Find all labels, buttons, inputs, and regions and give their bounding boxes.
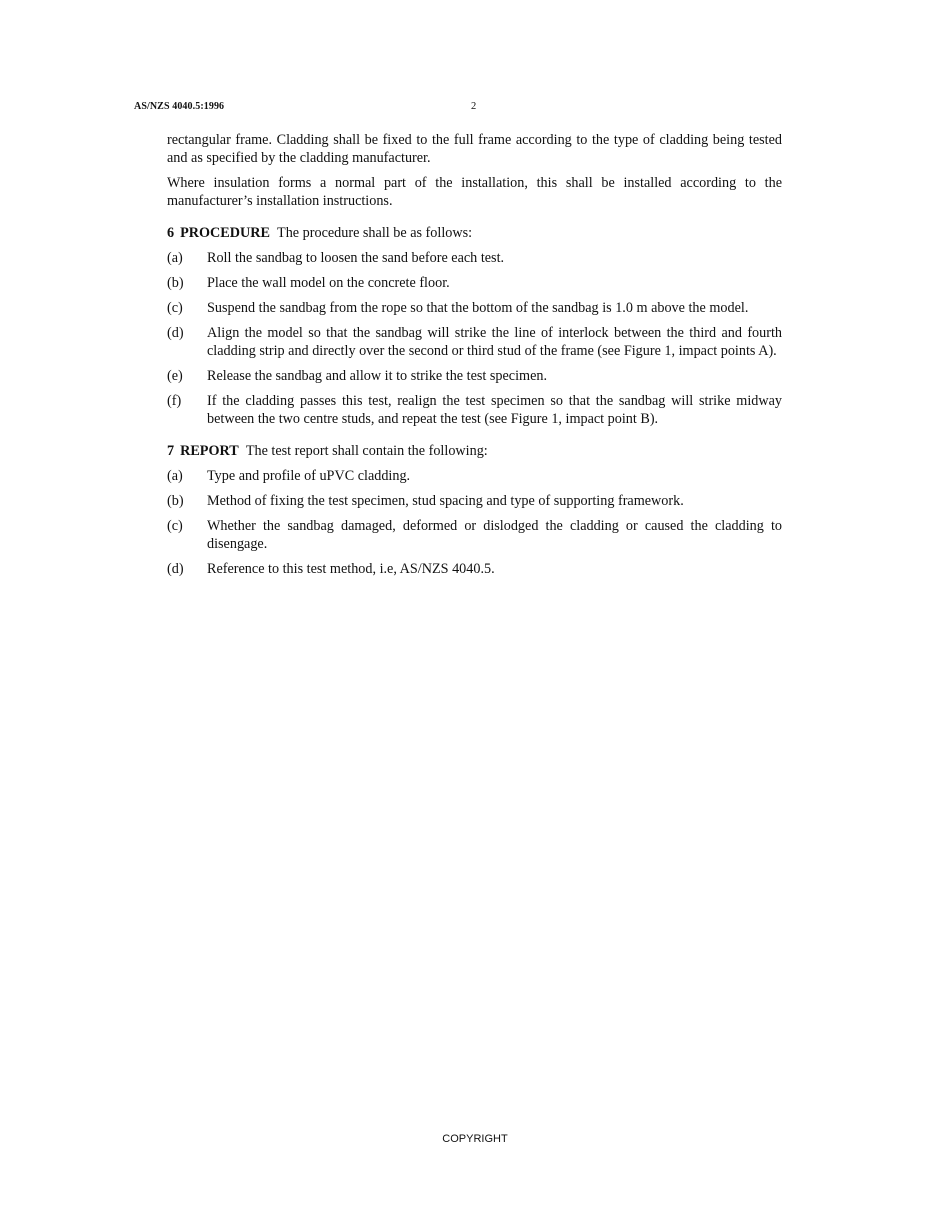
list-text: Align the model so that the sandbag will strike the line of interlock between the third and fourth cladding strip and directly over the second or third stud of the frame (see Figure 1, impact points A). bbox=[207, 325, 782, 359]
list-item bbox=[167, 249, 782, 267]
list-item bbox=[167, 517, 782, 553]
list-text: Roll the sandbag to loosen the sand before each test. bbox=[207, 250, 505, 266]
list-text: Suspend the sandbag from the rope so that the bottom of the sandbag is 1.0 m above the model. bbox=[207, 300, 749, 316]
list-marker: (a) bbox=[167, 468, 183, 484]
list-marker: (f) bbox=[167, 393, 182, 409]
list-item bbox=[167, 467, 782, 485]
list-item bbox=[167, 492, 782, 510]
report-lead-text: The test report shall contain the following: bbox=[245, 443, 488, 459]
list-text: Whether the sandbag damaged, deformed or dislodged the cladding or caused the cladding to disengage. bbox=[207, 518, 782, 552]
procedure-lead-text: The procedure shall be as follows: bbox=[277, 225, 473, 241]
list-marker: (e) bbox=[167, 368, 183, 384]
report-section-number: 7 bbox=[167, 443, 175, 459]
list-marker: (c) bbox=[167, 300, 183, 316]
intro-paragraph-2: Where insulation forms a normal part of the installation, this shall be installed according to the manufacturer’s installation instructions. bbox=[167, 175, 782, 209]
list-text: Type and profile of uPVC cladding. bbox=[207, 468, 411, 484]
report-section-title: REPORT bbox=[180, 443, 239, 459]
procedure-section-number: 6 bbox=[167, 225, 175, 241]
standard-designation: AS/NZS 4040.5:1996 bbox=[134, 101, 225, 112]
procedure-section-title: PROCEDURE bbox=[180, 225, 270, 241]
list-marker: (d) bbox=[167, 561, 184, 577]
intro-paragraph-1: rectangular frame. Cladding shall be fixed to the full frame according to the type of cladding being tested and as specified by the cladding manufacturer. bbox=[167, 132, 782, 166]
list-text: Release the sandbag and allow it to strike the test specimen. bbox=[207, 368, 548, 384]
list-marker: (b) bbox=[167, 493, 184, 509]
copyright-footer: COPYRIGHT bbox=[442, 1133, 508, 1145]
list-item bbox=[167, 560, 782, 578]
list-text: Reference to this test method, i.e, AS/NZS 4040.5. bbox=[207, 561, 495, 577]
list-text: Place the wall model on the concrete floor. bbox=[207, 275, 450, 291]
document-body bbox=[167, 131, 782, 585]
list-text: If the cladding passes this test, realign the test specimen so that the sandbag will strike midway between the two centre studs, and repeat the test (see Figure 1, impact point B). bbox=[207, 393, 782, 427]
list-marker: (c) bbox=[167, 518, 183, 534]
list-marker: (a) bbox=[167, 250, 183, 266]
list-item bbox=[167, 274, 782, 292]
list-item bbox=[167, 367, 782, 385]
procedure-heading bbox=[167, 224, 782, 242]
list-marker: (b) bbox=[167, 275, 184, 291]
list-item bbox=[167, 392, 782, 428]
list-item bbox=[167, 299, 782, 317]
report-heading bbox=[167, 442, 782, 460]
list-item bbox=[167, 324, 782, 360]
page-number: 2 bbox=[471, 101, 477, 112]
list-marker: (d) bbox=[167, 325, 184, 341]
list-text: Method of fixing the test specimen, stud spacing and type of supporting framework. bbox=[207, 493, 684, 509]
